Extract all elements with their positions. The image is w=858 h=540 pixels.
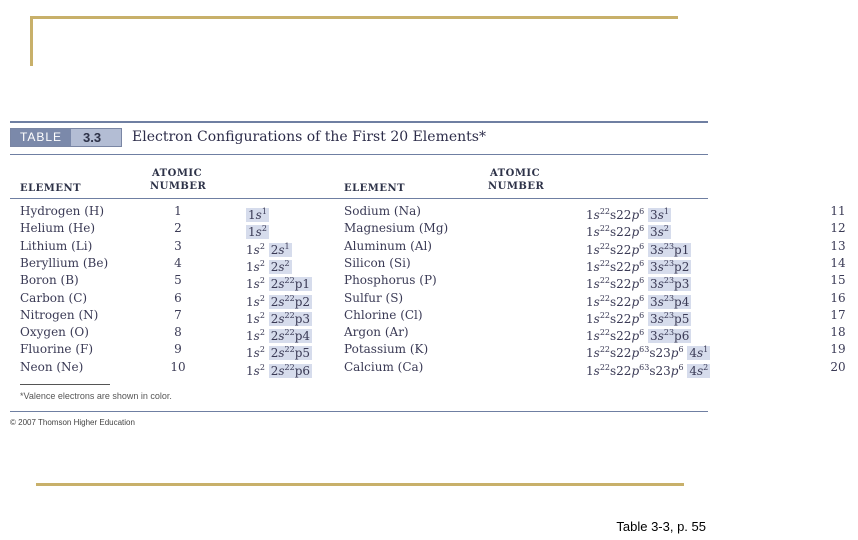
table-badge-label: TABLE (11, 129, 71, 146)
valence-electrons: $2s^{22}p5$ (270, 345, 311, 361)
valence-electrons: $1s^1$ (248, 207, 267, 222)
table-row (10, 203, 846, 222)
atomic-number: 18 (830, 325, 846, 340)
atomic-number: 13 (830, 238, 846, 253)
table-row (10, 238, 846, 257)
core-electrons: $1s^2$ (246, 328, 265, 344)
atomic-number: 15 (830, 273, 846, 288)
element-name: Oxygen (O) (20, 325, 89, 340)
core-electrons: $1s^{22}s22p^6$ (586, 276, 645, 292)
core-electrons: $1s^{22}s22p^6$ (586, 258, 645, 274)
slide-frame-left-line (30, 16, 33, 66)
table-row (10, 359, 846, 378)
table-row (10, 272, 846, 292)
element-name: Fluorine (F) (20, 342, 94, 357)
valence-electrons: $2s^{22}p2$ (270, 293, 311, 309)
valence-electrons: $1s^2$ (248, 224, 267, 240)
table-row (10, 324, 846, 344)
element-name: Neon (Ne) (20, 359, 84, 374)
atomic-number: 19 (830, 342, 846, 357)
core-electrons: $1s^{22}s22p^6$ (586, 328, 645, 344)
valence-electrons: $3s^{23}p5$ (650, 310, 690, 326)
valence-electrons: $4s^2$ (689, 362, 709, 378)
valence-electrons: $2s^1$ (270, 241, 290, 257)
atomic-number: 11 (830, 204, 846, 218)
element-name: Carbon (C) (20, 290, 88, 305)
valence-electrons: $3s^{23}p4$ (650, 293, 690, 309)
table-badge (10, 128, 122, 147)
atomic-number: 20 (830, 359, 846, 374)
copyright-notice: © 2007 Thomson Higher Education (10, 418, 135, 427)
atomic-number: 7 (174, 307, 182, 322)
table-badge-number: 3.3 (83, 130, 102, 145)
valence-electrons: $3s^{23}p2$ (650, 258, 690, 274)
valence-electrons: $2s^2$ (270, 258, 290, 274)
title-divider (10, 154, 708, 155)
core-electrons: $1s^{22}s22p^6$ (586, 241, 645, 257)
table-row (10, 307, 846, 326)
slide-caption: Table 3-3, p. 55 (616, 519, 706, 534)
table-row (10, 220, 846, 240)
atomic-number: 8 (174, 325, 182, 340)
atomic-number: 4 (174, 255, 182, 270)
element-name: Boron (B) (20, 273, 79, 288)
element-name: Chlorine (Cl) (344, 307, 423, 322)
core-electrons: $1s^2$ (246, 362, 265, 378)
core-electrons: $1s^2$ (246, 345, 265, 361)
element-name: Hydrogen (H) (20, 204, 105, 218)
table-bottom-divider (10, 411, 708, 412)
core-electrons: $1s^{22}s22p^6$ (586, 224, 645, 240)
element-name: Aluminum (Al) (344, 238, 432, 253)
atomic-number: 5 (174, 273, 182, 288)
atomic-number: 10 (170, 359, 186, 374)
atomic-number: 2 (174, 221, 182, 236)
atomic-number: 3 (174, 238, 182, 253)
element-name: Silicon (Si) (344, 255, 411, 270)
core-electrons: $1s^{22}s22p^6$ (586, 207, 645, 222)
element-name: Calcium (Ca) (344, 359, 424, 374)
element-name: Lithium (Li) (20, 238, 93, 253)
table-title-bar (10, 121, 708, 153)
header-atomic-line1: ATOMIC (489, 168, 541, 179)
element-name: Beryllium (Be) (20, 255, 109, 270)
electron-configuration (246, 359, 312, 380)
header-atomic-number-right (488, 167, 545, 193)
footnote-divider (20, 384, 110, 385)
atomic-number: 12 (830, 221, 846, 236)
electron-configuration (586, 359, 710, 380)
valence-electrons: $3s^{23}p6$ (650, 328, 690, 344)
element-name: Magnesium (Mg) (344, 221, 449, 236)
core-electrons: $1s^2$ (246, 310, 265, 326)
element-name: Potassium (K) (344, 342, 429, 357)
table-row (10, 255, 846, 274)
header-atomic-line2: NUMBER (488, 181, 545, 192)
core-electrons: $1s^2$ (246, 276, 265, 292)
table-title: Electron Configurations of the First 20 Elements* (132, 129, 486, 145)
atomic-number: 6 (174, 290, 182, 305)
atomic-number: 9 (174, 342, 182, 357)
core-electrons: $1s^{22}s22p^{63}s23p^6$ (586, 362, 684, 378)
core-electrons: $1s^{22}s22p^6$ (586, 293, 645, 309)
header-divider (10, 198, 708, 199)
slide-frame-top-line (30, 16, 678, 19)
core-electrons: $1s^2$ (246, 258, 265, 274)
table-footnote: *Valence electrons are shown in color. (20, 391, 172, 401)
element-name: Argon (Ar) (344, 325, 409, 340)
slide-frame-bottom-line (36, 483, 684, 486)
valence-electrons: $2s^{22}p6$ (270, 362, 311, 378)
core-electrons: $1s^{22}s22p^{63}s23p^6$ (586, 345, 684, 361)
atomic-number: 14 (830, 255, 846, 270)
header-element-left: ELEMENT (20, 183, 82, 194)
electron-config-table (10, 121, 846, 427)
element-name: Sulfur (S) (344, 290, 404, 305)
core-electrons: $1s^2$ (246, 241, 265, 257)
atomic-number: 1 (174, 204, 182, 218)
element-name: Sodium (Na) (344, 204, 421, 218)
valence-electrons: $2s^{22}p1$ (270, 276, 311, 292)
atomic-number: 17 (830, 307, 846, 322)
element-name: Phosphorus (P) (344, 273, 437, 288)
element-name: Nitrogen (N) (20, 307, 99, 322)
core-electrons: $1s^2$ (246, 293, 265, 309)
valence-electrons: $3s^{23}p1$ (650, 241, 690, 257)
valence-electrons: $4s^1$ (689, 345, 709, 361)
header-element-right: ELEMENT (344, 183, 406, 194)
valence-electrons: $3s^2$ (650, 224, 669, 240)
core-electrons: $1s^{22}s22p^6$ (586, 310, 645, 326)
valence-electrons: $2s^{22}p4$ (270, 328, 311, 344)
valence-electrons: $3s^1$ (650, 207, 669, 222)
table-row (10, 290, 846, 309)
valence-electrons: $2s^{22}p3$ (270, 310, 311, 326)
header-atomic-number-left (150, 167, 207, 193)
valence-electrons: $3s^{23}p3$ (650, 276, 690, 292)
table-row (10, 341, 846, 361)
element-name: Helium (He) (20, 221, 96, 236)
header-atomic-line2: NUMBER (150, 181, 207, 192)
header-atomic-line1: ATOMIC (151, 168, 203, 179)
atomic-number: 16 (830, 290, 846, 305)
